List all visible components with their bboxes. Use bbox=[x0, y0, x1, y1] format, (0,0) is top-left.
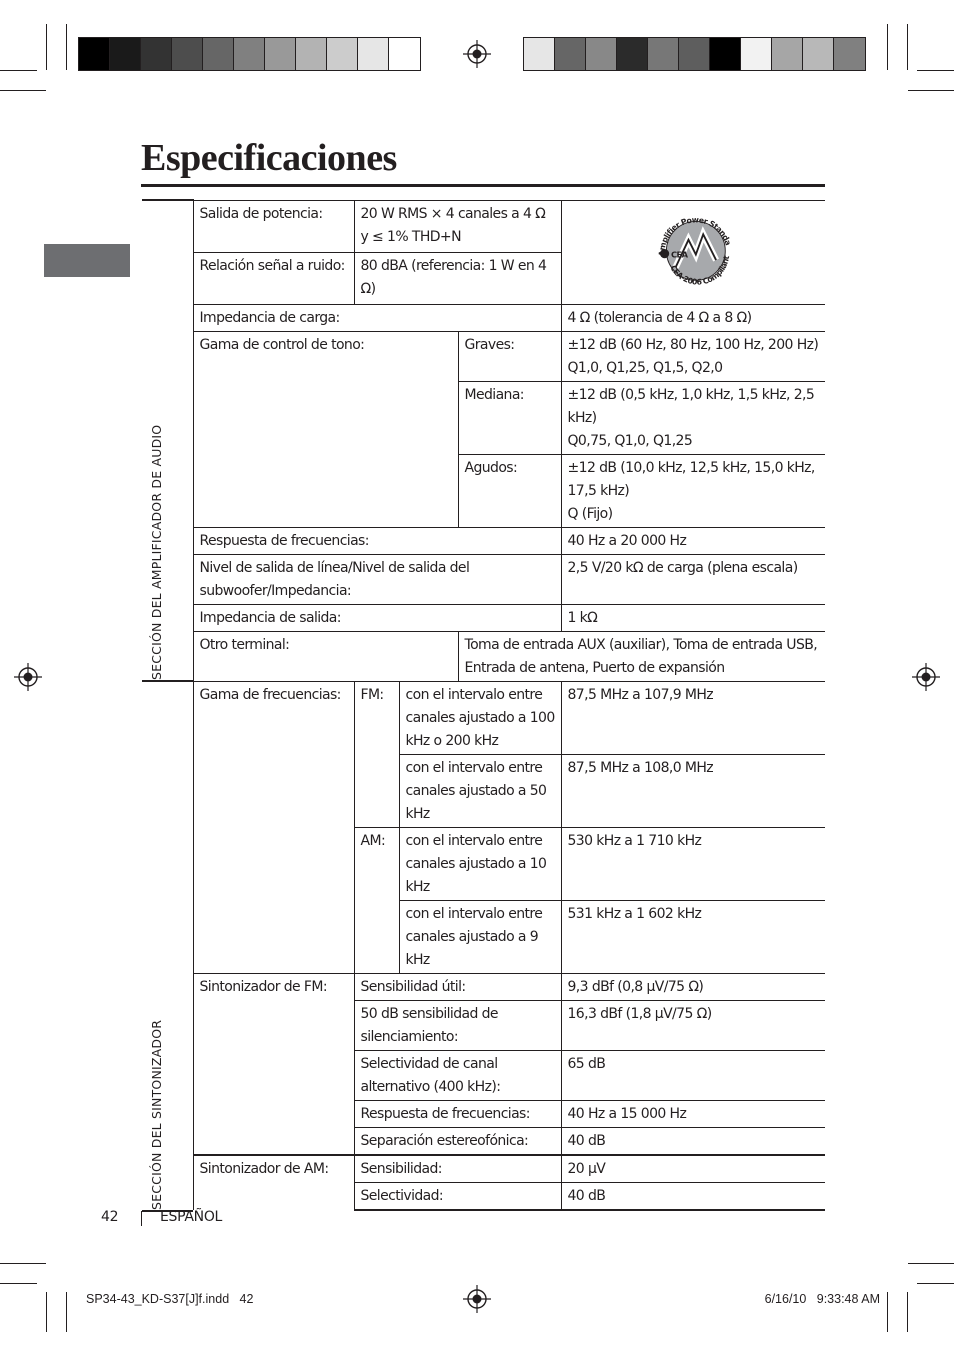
crop-mark bbox=[887, 24, 888, 70]
audio-section-cell bbox=[142, 200, 193, 681]
spec-value: ±12 dB (0,5 kHz, 1,0 kHz, 1,5 kHz, 2,5 kHz) Q0,75, Q1,0, Q1,25 bbox=[561, 381, 825, 454]
color-swatch bbox=[172, 38, 203, 70]
spec-value: 40 dB bbox=[561, 1182, 825, 1210]
spec-value: 2,5 V/20 kΩ de carga (plena escala) bbox=[561, 554, 825, 604]
spec-value: 40 Hz a 20 000 Hz bbox=[561, 527, 825, 554]
crop-mark bbox=[66, 24, 67, 70]
color-bar-left bbox=[78, 37, 421, 71]
table-row bbox=[142, 604, 825, 631]
spec-label: Relación señal a ruido: bbox=[193, 252, 354, 304]
color-swatch bbox=[234, 38, 265, 70]
spec-value: 531 kHz a 1 602 kHz bbox=[561, 900, 825, 973]
logo-top-text: Amplifier Power Standa bbox=[657, 214, 733, 256]
crop-mark bbox=[907, 1292, 908, 1332]
spec-condition: con el intervalo entre canales ajustado a 50 kHz bbox=[399, 754, 561, 827]
table-row bbox=[142, 554, 825, 604]
color-swatch bbox=[296, 38, 327, 70]
slug-date: 6/16/10 9:33:48 AM bbox=[764, 1292, 880, 1306]
color-swatch bbox=[617, 38, 648, 70]
spec-value: 40 Hz a 15 000 Hz bbox=[561, 1100, 825, 1127]
registration-mark-icon bbox=[14, 663, 42, 691]
color-swatch bbox=[524, 38, 555, 70]
spec-value: 4 Ω (tolerancia de 4 Ω a 8 Ω) bbox=[561, 304, 825, 331]
spec-sublabel: Sensibilidad: bbox=[354, 1155, 561, 1183]
table-row bbox=[142, 681, 825, 754]
spec-label: Otro terminal: bbox=[193, 631, 458, 681]
color-bar-right bbox=[523, 37, 866, 71]
spec-sublabel: 50 dB sensibilidad de silenciamiento: bbox=[354, 1000, 561, 1050]
spec-value: 80 dBA (referencia: 1 W en 4 Ω) bbox=[354, 252, 561, 304]
footer-divider bbox=[141, 1211, 142, 1226]
section-label-audio: SECCIÓN DEL AMPLIFICADOR DE AUDIO bbox=[149, 424, 164, 680]
spec-sublabel: FM: bbox=[354, 681, 399, 827]
spec-label: Respuesta de frecuencias: bbox=[193, 527, 561, 554]
spec-label: Sintonizador de FM: bbox=[193, 973, 354, 1155]
logo-cell bbox=[561, 200, 825, 304]
footer-language: ESPAÑOL bbox=[160, 1209, 223, 1225]
section-label-tuner: SECCIÓN DEL SINTONIZADOR bbox=[149, 1019, 164, 1210]
color-swatch bbox=[203, 38, 234, 70]
color-swatch bbox=[803, 38, 834, 70]
table-row bbox=[142, 973, 825, 1000]
color-swatch bbox=[141, 38, 172, 70]
spec-label: Gama de frecuencias: bbox=[193, 681, 354, 973]
registration-mark-icon bbox=[463, 40, 491, 68]
spec-sublabel: Separación estereofónica: bbox=[354, 1127, 561, 1155]
table-row bbox=[142, 200, 825, 252]
color-swatch bbox=[110, 38, 141, 70]
spec-sublabel: Mediana: bbox=[458, 381, 561, 454]
language-side-tab bbox=[44, 244, 130, 277]
color-swatch bbox=[741, 38, 772, 70]
spec-condition: con el intervalo entre canales ajustado a 100 kHz o 200 kHz bbox=[399, 681, 561, 754]
registration-mark-icon bbox=[912, 663, 940, 691]
color-swatch bbox=[834, 38, 865, 70]
crop-mark bbox=[0, 90, 46, 91]
color-swatch bbox=[648, 38, 679, 70]
crop-mark bbox=[0, 1283, 37, 1284]
table-row bbox=[142, 631, 825, 681]
logo-badge: CEA bbox=[670, 248, 688, 259]
spec-label: Sintonizador de AM: bbox=[193, 1155, 354, 1210]
color-swatch bbox=[555, 38, 586, 70]
crop-mark bbox=[908, 90, 954, 91]
registration-mark-icon bbox=[463, 1285, 491, 1313]
spec-value: 9,3 dBf (0,8 μV/75 Ω) bbox=[561, 973, 825, 1000]
crop-mark bbox=[907, 24, 908, 70]
page-number: 42 bbox=[101, 1209, 119, 1225]
page-title: Especificaciones bbox=[141, 137, 397, 179]
logo-bottom-text: CEA-2006 Compliant bbox=[667, 255, 731, 287]
spec-sublabel: Selectividad de canal alternativo (400 kHz): bbox=[354, 1050, 561, 1100]
crop-mark bbox=[46, 1292, 47, 1332]
color-swatch bbox=[679, 38, 710, 70]
slug-file: SP34-43_KD-S37[J]f.indd 42 bbox=[86, 1292, 254, 1306]
spec-sublabel: Graves: bbox=[458, 331, 561, 381]
spec-value: 65 dB bbox=[561, 1050, 825, 1100]
cea-2006-compliant-logo bbox=[648, 203, 740, 295]
table-row bbox=[142, 331, 825, 381]
spec-condition: con el intervalo entre canales ajustado a 10 kHz bbox=[399, 827, 561, 900]
spec-value: 87,5 MHz a 108,0 MHz bbox=[561, 754, 825, 827]
spec-value: 16,3 dBf (1,8 μV/75 Ω) bbox=[561, 1000, 825, 1050]
color-swatch bbox=[710, 38, 741, 70]
spec-sublabel: Selectividad: bbox=[354, 1182, 561, 1210]
spec-value: 20 W RMS × 4 canales a 4 Ω y ≤ 1% THD+N bbox=[354, 200, 561, 252]
crop-mark bbox=[908, 1263, 954, 1264]
spec-sublabel: AM: bbox=[354, 827, 399, 973]
spec-sublabel: Respuesta de frecuencias: bbox=[354, 1100, 561, 1127]
crop-mark bbox=[0, 70, 37, 71]
spec-value: 87,5 MHz a 107,9 MHz bbox=[561, 681, 825, 754]
spec-label: Gama de control de tono: bbox=[193, 331, 458, 527]
crop-mark bbox=[917, 1283, 954, 1284]
spec-label: Impedancia de carga: bbox=[193, 304, 561, 331]
crop-mark bbox=[0, 1263, 46, 1264]
color-swatch bbox=[389, 38, 420, 70]
spec-sublabel: Agudos: bbox=[458, 454, 561, 527]
spec-label: Nivel de salida de línea/Nivel de salida del subwoofer/Impedancia: bbox=[193, 554, 561, 604]
spec-value: 1 kΩ bbox=[561, 604, 825, 631]
spec-value: ±12 dB (10,0 kHz, 12,5 kHz, 15,0 kHz, 17,5 kHz) Q (Fijo) bbox=[561, 454, 825, 527]
table-row bbox=[142, 527, 825, 554]
crop-mark bbox=[887, 1292, 888, 1332]
title-rule bbox=[141, 184, 825, 187]
spec-value: Toma de entrada AUX (auxiliar), Toma de entrada USB, Entrada de antena, Puerto de expansión bbox=[458, 631, 825, 681]
color-swatch bbox=[772, 38, 803, 70]
color-swatch bbox=[265, 38, 296, 70]
spec-label: Salida de potencia: bbox=[193, 200, 354, 252]
spec-value: 20 μV bbox=[561, 1155, 825, 1183]
crop-mark bbox=[66, 1292, 67, 1332]
table-row bbox=[142, 1155, 825, 1183]
spec-sublabel: Sensibilidad útil: bbox=[354, 973, 561, 1000]
spec-value: 530 kHz a 1 710 kHz bbox=[561, 827, 825, 900]
spec-value: ±12 dB (60 Hz, 80 Hz, 100 Hz, 200 Hz) Q1,0, Q1,25, Q1,5, Q2,0 bbox=[561, 331, 825, 381]
crop-mark bbox=[917, 70, 954, 71]
tuner-section-cell bbox=[142, 681, 193, 1211]
color-swatch bbox=[327, 38, 358, 70]
table-row bbox=[142, 304, 825, 331]
spec-label: Impedancia de salida: bbox=[193, 604, 561, 631]
spec-condition: con el intervalo entre canales ajustado a 9 kHz bbox=[399, 900, 561, 973]
spec-value: 40 dB bbox=[561, 1127, 825, 1155]
color-swatch bbox=[358, 38, 389, 70]
specifications-table bbox=[142, 199, 825, 1212]
color-swatch bbox=[79, 38, 110, 70]
crop-mark bbox=[46, 24, 47, 70]
color-swatch bbox=[586, 38, 617, 70]
